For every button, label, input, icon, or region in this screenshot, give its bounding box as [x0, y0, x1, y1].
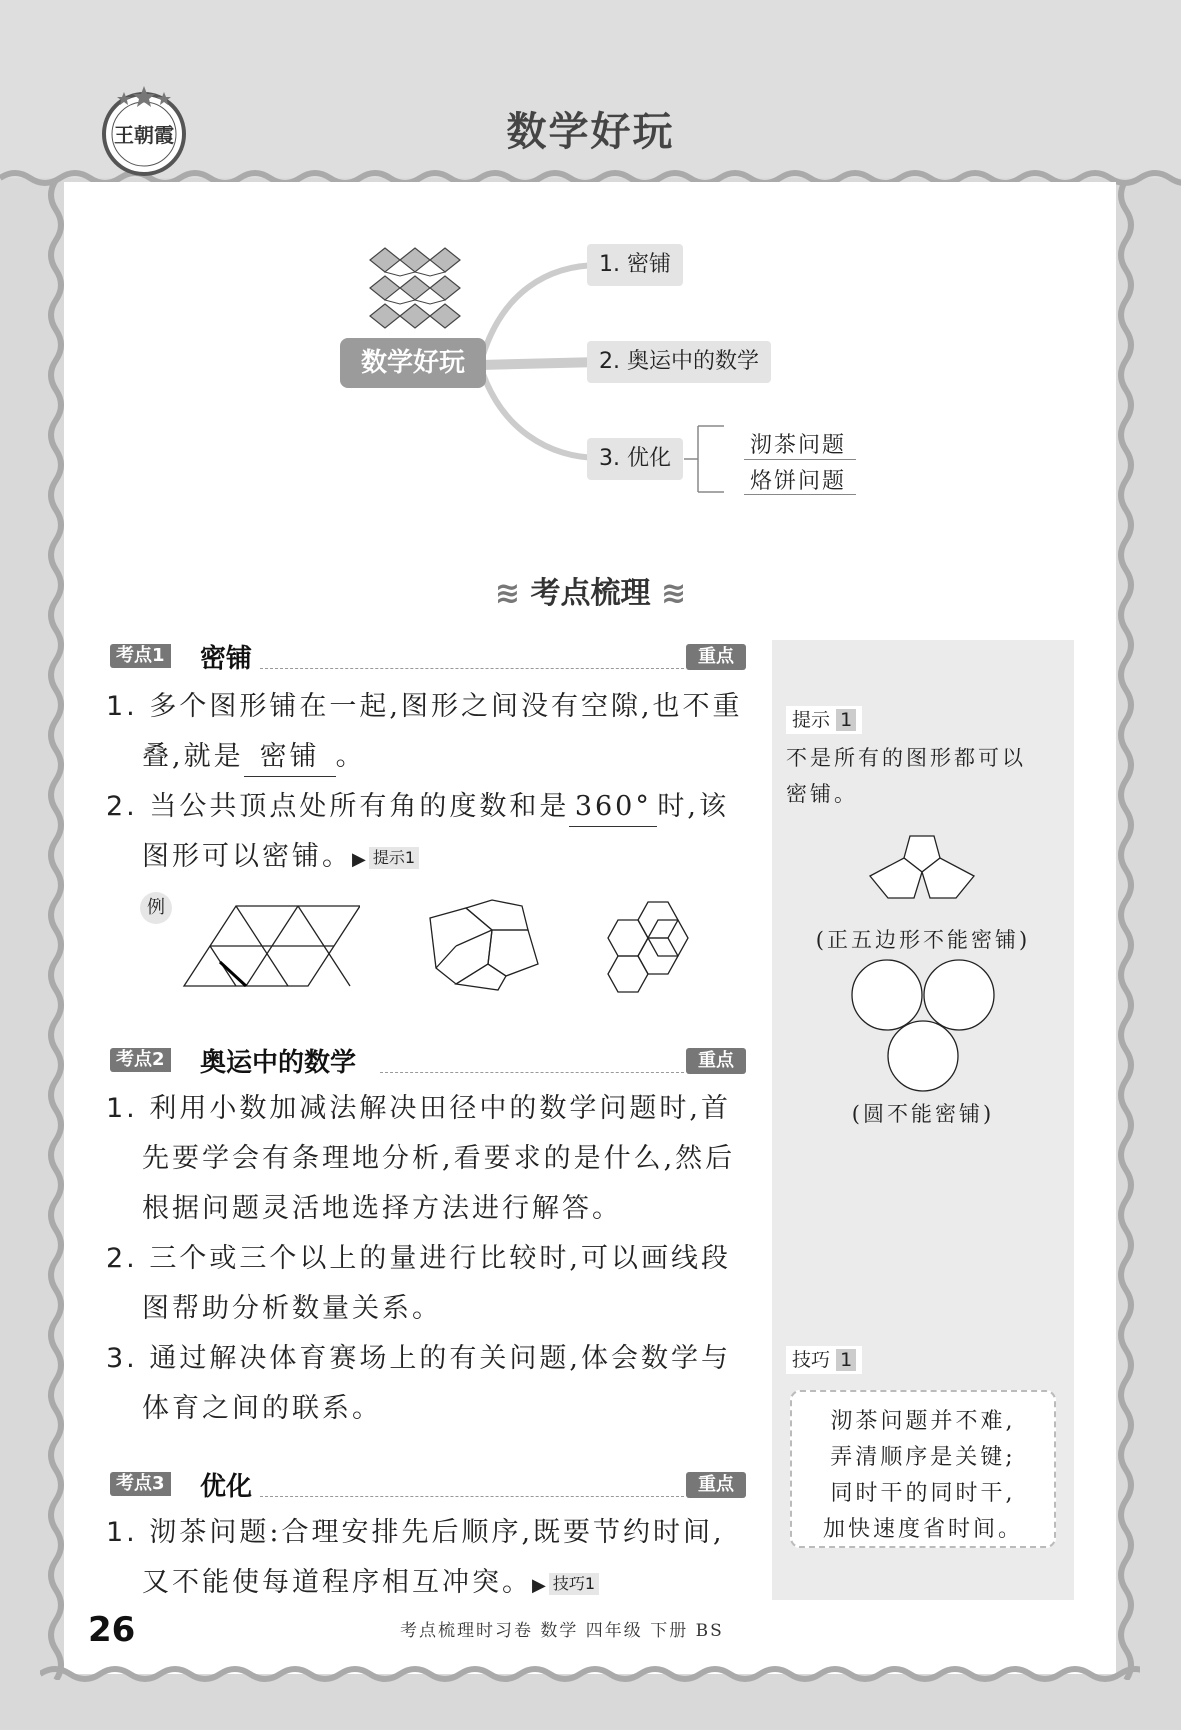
- bottom-wave-border: [40, 1660, 1140, 1690]
- arrow-icon: ▶: [532, 1575, 549, 1596]
- hint-tag: 提示 1: [786, 706, 862, 734]
- circle-figure: [850, 958, 1000, 1092]
- mindmap-sub-bracket: [684, 422, 724, 498]
- topic1-line2: 叠,就是 密铺 。: [142, 732, 366, 782]
- hint-text-line1: 不是所有的图形都可以: [786, 746, 1026, 770]
- mindmap-center: 数学好玩: [340, 338, 486, 388]
- answer-blank-360: 360°: [569, 788, 657, 827]
- wave-deco-left-icon: ≋: [494, 576, 531, 611]
- pentagon-figure: [864, 814, 980, 924]
- topic1-divider: [260, 668, 684, 669]
- page-number: 26: [88, 1610, 136, 1650]
- topic1-line1: 1. 多个图形铺在一起,图形之间没有空隙,也不重: [106, 691, 743, 722]
- topic3-title: 优化: [200, 1472, 253, 1502]
- topic2-item2-line2: 图帮助分析数量关系。: [142, 1293, 442, 1324]
- right-wave-border: [1112, 180, 1142, 1680]
- mindmap-sub-tea: 沏茶问题: [750, 433, 847, 458]
- mindmap-branch-olympics: 2. 奥运中的数学: [587, 341, 771, 383]
- topic3-item1-line2: 又不能使每道程序相互冲突。▶ 技巧1: [142, 1558, 599, 1611]
- topic3-divider: [260, 1496, 684, 1497]
- topic2-item1-line2: 先要学会有条理地分析,看要求的是什么,然后: [142, 1143, 736, 1174]
- wave-deco-right-icon: ≋: [650, 576, 687, 611]
- topic2-item1-line1: 1. 利用小数加减法解决田径中的数学问题时,首: [106, 1093, 731, 1124]
- topic1-title: 密铺: [200, 644, 253, 674]
- circle-caption: (圆不能密铺): [851, 1102, 995, 1126]
- topic2-item3-line1: 3. 通过解决体育赛场上的有关问题,体会数学与: [106, 1343, 731, 1374]
- mindmap-sub-pancake: 烙饼问题: [750, 469, 847, 494]
- topic1-badge: 考点1: [110, 644, 171, 668]
- hint-text-line2: 密铺。: [786, 782, 858, 806]
- topic2-item3-line2: 体育之间的联系。: [142, 1393, 382, 1424]
- topic2-badge: 考点2: [110, 1048, 171, 1072]
- topic2-divider: [380, 1072, 684, 1073]
- topic1-line3: 2. 当公共顶点处所有角的度数和是 360° 时,该: [106, 782, 729, 832]
- section-heading: ≋ 考点梳理 ≋: [494, 576, 687, 611]
- answer-blank-tiling: 密铺: [244, 738, 336, 777]
- skill-tag: 技巧 1: [786, 1346, 862, 1374]
- topic2-item2-line1: 2. 三个或三个以上的量进行比较时,可以画线段: [106, 1243, 731, 1274]
- topic2-title: 奥运中的数学: [200, 1048, 357, 1078]
- page-title: 数学好玩: [506, 109, 675, 155]
- ref-skill-tag[interactable]: 技巧1: [549, 1573, 599, 1595]
- triangle-tiling-figure: [180, 900, 360, 990]
- ref-hint-tag[interactable]: 提示1: [369, 847, 419, 869]
- mindmap-sub-divider: [744, 459, 856, 460]
- mindmap-sub-underline: [744, 494, 856, 495]
- skill-line4: 加快速度省时间。: [822, 1517, 1023, 1542]
- topic2-importance: 重点: [686, 1048, 746, 1074]
- skill-line3: 同时干的同时干,: [830, 1481, 1016, 1506]
- mindmap-branch-optimize: 3. 优化: [587, 438, 683, 480]
- skill-line2: 弄清顺序是关键;: [830, 1445, 1016, 1470]
- skill-line1: 沏茶问题并不难,: [830, 1409, 1016, 1434]
- topic3-badge: 考点3: [110, 1472, 171, 1496]
- pentagon-caption: (正五边形不能密铺): [815, 928, 1031, 952]
- topic3-importance: 重点: [686, 1472, 746, 1498]
- topic3-item1-line1: 1. 沏茶问题:合理安排先后顺序,既要节约时间,: [106, 1517, 725, 1548]
- skill-rhyme-box: [790, 1390, 1056, 1548]
- footer-text: 考点梳理时习卷 数学 四年级 下册 BS: [400, 1621, 724, 1641]
- topic2-item1-line3: 根据问题灵活地选择方法进行解答。: [142, 1193, 622, 1224]
- left-wave-border: [40, 180, 70, 1680]
- mindmap-branch-tiling: 1. 密铺: [587, 244, 683, 286]
- topic1-importance: 重点: [686, 644, 746, 670]
- topic1-line4: 图形可以密铺。▶ 提示1: [142, 832, 419, 885]
- svg-text:王朝霞: 王朝霞: [114, 123, 174, 147]
- quadrilateral-tiling-figure: [426, 896, 546, 992]
- arrow-icon: ▶: [352, 849, 369, 870]
- tiling-pattern-image: [360, 240, 480, 340]
- hexagon-tiling-figure: [604, 888, 698, 1000]
- example-badge: 例: [140, 892, 172, 924]
